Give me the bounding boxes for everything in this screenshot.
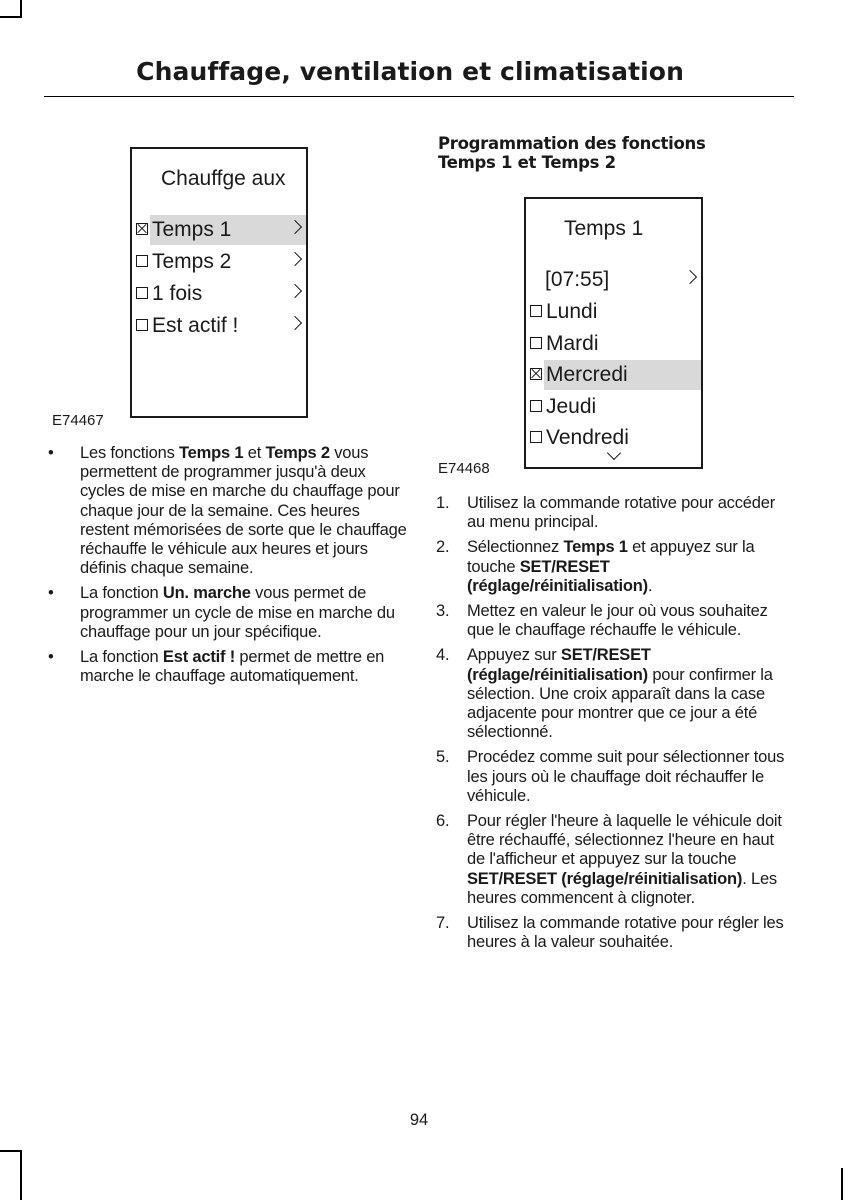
row-label: 1 fois — [152, 282, 203, 305]
text-segment: . Les heures commencent à clignoter. — [467, 869, 777, 907]
bold-term: Temps 1 — [563, 538, 628, 557]
menu-row — [132, 215, 306, 245]
step-item — [436, 914, 792, 952]
text-segment: Pour régler l'heure à laquelle le véhicule doit être réchauffé, sélectionnez l'heure en haut de l'afficheur et appuyez sur la touche — [467, 812, 782, 869]
text-segment: et — [243, 444, 266, 462]
menu-row — [526, 392, 701, 422]
bold-term: SET/RESET (réglage/réinitialisation) — [467, 646, 651, 684]
text-segment: Utilisez la commande rotative pour régler les heures à la valeur souhaitée. — [467, 914, 784, 952]
text-segment: Appuyez sur — [467, 646, 561, 665]
figure-id-e74467: E74467 — [52, 412, 104, 429]
text-segment: . — [647, 576, 653, 595]
bold-term: Un. marche — [162, 584, 251, 603]
row-label: Temps 2 — [152, 250, 232, 273]
text-segment: Mettez en valeur le jour où vous souhaitez que le chauffage réchauffe le véhicule. — [467, 602, 768, 640]
checkbox-icon — [136, 287, 148, 299]
text-segment: La fonction — [80, 648, 163, 667]
bullet-marker: • — [48, 444, 54, 462]
screen-title: Chauffge aux — [161, 167, 286, 190]
step-number: 6. — [436, 812, 450, 831]
bullet-marker: • — [48, 648, 54, 667]
step-item — [436, 812, 792, 908]
chevron-right-icon — [288, 316, 302, 330]
checkbox-icon — [530, 305, 542, 317]
bullet-item — [44, 584, 409, 642]
step-number: 3. — [436, 602, 450, 621]
menu-row — [132, 247, 306, 277]
display-screen-auxiliary-heating — [130, 147, 308, 418]
step-item — [436, 646, 792, 742]
chevron-right-icon — [288, 252, 302, 266]
menu-row — [132, 279, 306, 309]
page-number: 94 — [409, 1111, 429, 1129]
text-segment: Sélectionnez — [467, 538, 564, 557]
menu-row — [526, 360, 701, 390]
row-label: Jeudi — [546, 394, 597, 418]
row-label: Mardi — [546, 331, 599, 355]
step-number: 5. — [436, 748, 450, 767]
checkbox-icon — [530, 431, 542, 443]
step-number: 7. — [436, 914, 450, 933]
row-label: Est actif ! — [152, 314, 239, 337]
step-item — [436, 602, 792, 640]
text-segment: Procédez comme suit pour sélectionner tous les jours où le chauffage doit réchauffer le véhicule. — [467, 748, 785, 805]
crop-mark-bottom-left-vertical — [20, 1150, 22, 1200]
step-number: 1. — [436, 494, 450, 512]
chevron-right-icon — [683, 270, 697, 284]
crop-mark-bottom-left-horizontal — [0, 1150, 22, 1152]
title-divider — [44, 96, 794, 97]
text-segment: La fonction — [80, 584, 163, 603]
programming-steps-list — [436, 494, 792, 958]
checkbox-icon — [136, 319, 148, 331]
bullet-item — [44, 648, 409, 686]
feature-bullet-list — [44, 444, 409, 692]
row-label: Lundi — [546, 300, 598, 323]
page-title: Chauffage, ventilation et climatisation — [136, 57, 684, 86]
row-label: Temps 1 — [152, 218, 232, 241]
checkbox-icon — [530, 337, 542, 349]
bullet-marker: • — [48, 584, 54, 603]
row-label: Mercredi — [546, 363, 628, 387]
screen-title: Temps 1 — [564, 217, 644, 240]
text-segment: Les fonctions — [80, 444, 180, 462]
step-number: 4. — [436, 646, 450, 665]
text-segment: permet de mettre en marche le chauffage automatiquement. — [80, 648, 385, 686]
checkbox-icon — [136, 255, 148, 267]
text-segment: et appuyez sur la touche — [467, 538, 755, 576]
menu-row — [132, 311, 306, 341]
text-segment: pour confirmer la sélection. Une croix apparaît dans la case adjacente pour montrer que ce jour a été sélectionné. — [467, 665, 773, 742]
bold-term: SET/RESET (réglage/réinitialisation) — [467, 557, 648, 595]
bold-term: Temps 2 — [265, 444, 330, 462]
section-heading: Programmation des fonctions Temps 1 et Temps 2 — [438, 134, 706, 173]
chevron-right-icon — [288, 284, 302, 298]
menu-row — [526, 297, 701, 327]
text-segment: vous permet de programmer un cycle de mise en marche du chauffage pour un jour spécifique. — [80, 584, 395, 641]
step-number: 2. — [436, 538, 450, 557]
time-value: [07:55] — [545, 268, 610, 291]
crop-mark-top-left-horizontal — [0, 16, 22, 18]
figure-id-e74468: E74468 — [438, 460, 490, 477]
checked-box-icon — [136, 223, 148, 235]
display-screen-temps-1 — [524, 197, 703, 469]
checkbox-icon — [530, 400, 542, 412]
bold-term: SET/RESET (réglage/réinitialisation) — [467, 869, 743, 888]
step-item — [436, 538, 792, 596]
row-label: Vendredi — [546, 426, 629, 450]
step-item — [436, 748, 792, 806]
step-item — [436, 494, 792, 532]
text-segment: vous permettent de programmer jusqu'à deux cycles de mise en marche du chauffage pour chaque jour de la semaine. Ces heures restent mémorisées de sorte que le chauffage réchauffe le véhicule aux heures et jours définis chaque semaine. — [80, 444, 407, 578]
bold-term: Temps 1 — [179, 444, 244, 462]
bullet-item — [44, 444, 409, 578]
checked-box-icon — [530, 368, 542, 380]
crop-mark-bottom-right-vertical — [841, 1168, 843, 1200]
time-row — [526, 265, 701, 295]
menu-row — [526, 329, 701, 359]
bold-term: Est actif ! — [162, 648, 235, 667]
text-segment: Utilisez la commande rotative pour accéder au menu principal. — [467, 494, 775, 532]
